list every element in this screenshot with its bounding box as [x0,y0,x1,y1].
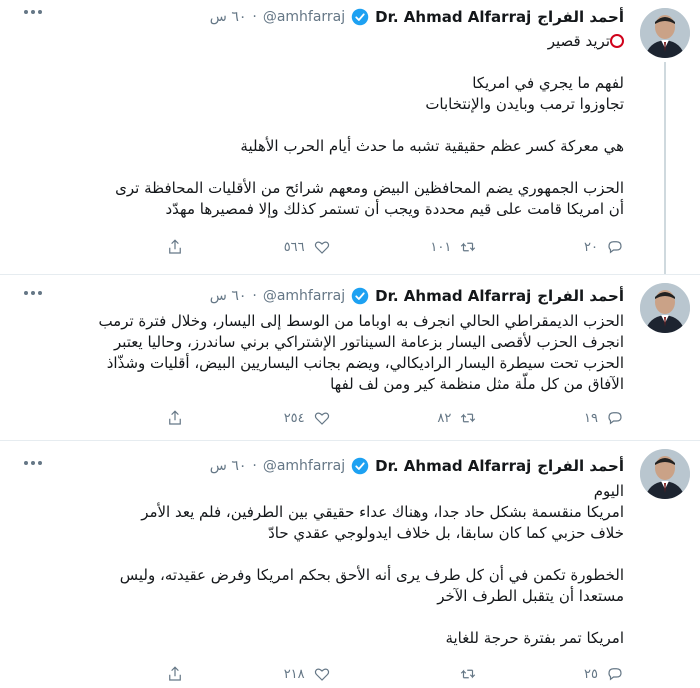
retweet-count: ٨٢ [437,410,452,426]
tweet-line: اليوم [593,482,624,500]
reply-count: ٢٥ [584,666,598,682]
retweet-button[interactable] [417,238,477,256]
like-count: ٢٥٤ [283,410,305,426]
tweet-line: هي معركة كسر عظم حقيقية تشبه ما حدث أيام الحرب الأهلية [240,137,624,155]
tweet-header [210,455,624,477]
more-options-icon[interactable] [24,10,42,14]
heart-icon [313,665,331,683]
share-button[interactable] [124,665,184,683]
reply-count: ٢٠ [584,239,598,255]
tweet-time[interactable]: ٦٠ س [209,9,247,25]
reply-icon [606,409,624,427]
tweet-line: مستعدا أن يتقبل الطرف الآخر [437,587,624,605]
tweet-actions [124,663,624,685]
tweet-actions [124,236,624,258]
retweet-count: ١٠١ [430,239,452,255]
tweet-text [24,311,624,395]
thread-label: تريد قصير [24,31,624,52]
tweet-line: خلاف حزبي كما كان سابقا، بل خلاف ايدولوجي عقدي حادّ [268,524,624,542]
tweet-time[interactable]: ٦٠ س [209,458,247,474]
verified-badge-icon [351,8,369,26]
tweet-line: تجاوزوا ترمب وبايدن والإنتخابات [425,95,624,113]
tweet-text [24,31,624,220]
author-handle[interactable]: @amhfarraj [262,9,346,25]
reply-icon [606,665,624,683]
tweet-line: الحزب الديمقراطي الحالي انجرف به اوباما من الوسط إلى اليسار، وخلال فترة ترمب [98,312,624,330]
separator-dot: · [252,9,257,25]
retweet-button[interactable] [417,665,477,683]
red-circle-icon [610,34,624,48]
share-button[interactable] [124,409,184,427]
share-button[interactable] [124,238,184,256]
verified-badge-icon [351,287,369,305]
reply-count: ١٩ [584,410,598,426]
author-name-arabic[interactable]: أحمد الفراج [537,287,624,305]
more-options-icon[interactable] [24,461,42,465]
separator-dot: · [252,288,257,304]
author-name-english[interactable]: Dr. Ahmad Alfarraj [375,287,532,305]
tweet-line: الحزب تحت سيطرة اليسار الراديكالي، ويضم بجانب اليساريين البيض، أقليات وشذّاذ [106,354,624,372]
more-options-icon[interactable] [24,291,42,295]
retweet-icon [459,665,477,683]
avatar[interactable] [640,8,690,58]
tweet-2[interactable] [0,274,700,440]
avatar[interactable] [640,283,690,333]
like-button[interactable] [271,665,331,683]
reply-button[interactable] [564,238,624,256]
like-button[interactable] [271,409,331,427]
tweet-text [24,481,624,649]
tweet-header [210,285,624,307]
author-name-arabic[interactable]: أحمد الفراج [537,8,624,26]
avatar[interactable] [640,449,690,499]
tweet-line: امريكا تمر بفترة حرجة للغاية [445,629,624,647]
author-name-english[interactable]: Dr. Ahmad Alfarraj [375,457,532,475]
tweet-line: لفهم ما يجري في امريكا [472,74,624,92]
heart-icon [313,409,331,427]
reply-button[interactable] [564,665,624,683]
tweet-line: الخطورة تكمن في أن كل طرف يرى أنه الأحق بحكم امريكا وفرض عقيدته، وليس [119,566,624,584]
separator-dot: · [252,458,257,474]
like-button[interactable] [271,238,331,256]
author-handle[interactable]: @amhfarraj [262,458,346,474]
thread-connector [664,62,666,274]
like-count: ٢١٨ [283,666,305,682]
retweet-icon [459,238,477,256]
share-icon [166,409,184,427]
like-count: ٥٦٦ [283,239,305,255]
tweet-line: انجرف الحزب لأقصى اليسار بزعامة السيناتور الإشتراكي برني ساندرز، وحاليا يعتبر [113,333,624,351]
share-icon [166,665,184,683]
tweet-actions [124,407,624,429]
author-name-english[interactable]: Dr. Ahmad Alfarraj [375,8,532,26]
avatar-image [640,283,690,333]
tweet-line: الحزب الجمهوري يضم المحافظين البيض ومعهم شرائح من الأقليات المحافظة ترى [115,179,624,197]
retweet-button[interactable] [417,409,477,427]
avatar-image [640,8,690,58]
heart-icon [313,238,331,256]
tweet-line: الآفاق من كل ملّة مثل منظمة كير ومن لف لفها [330,375,624,393]
tweet-line: أن امريكا قامت على قيم محددة ويجب أن تستمر كذلك وإلا فمصيرها مهدّد [165,200,624,218]
author-handle[interactable]: @amhfarraj [262,288,346,304]
avatar-image [640,449,690,499]
tweet-header [210,6,624,28]
retweet-icon [459,409,477,427]
tweet-1[interactable] [0,0,700,274]
tweet-3[interactable] [0,440,700,688]
reply-button[interactable] [564,409,624,427]
share-icon [166,238,184,256]
reply-icon [606,238,624,256]
author-name-arabic[interactable]: أحمد الفراج [537,457,624,475]
verified-badge-icon [351,457,369,475]
tweet-line: امريكا منقسمة بشكل حاد جدا، وهناك عداء حقيقي بين الطرفين، فلم يعد الأمر [141,503,624,521]
tweet-time[interactable]: ٦٠ س [209,288,247,304]
